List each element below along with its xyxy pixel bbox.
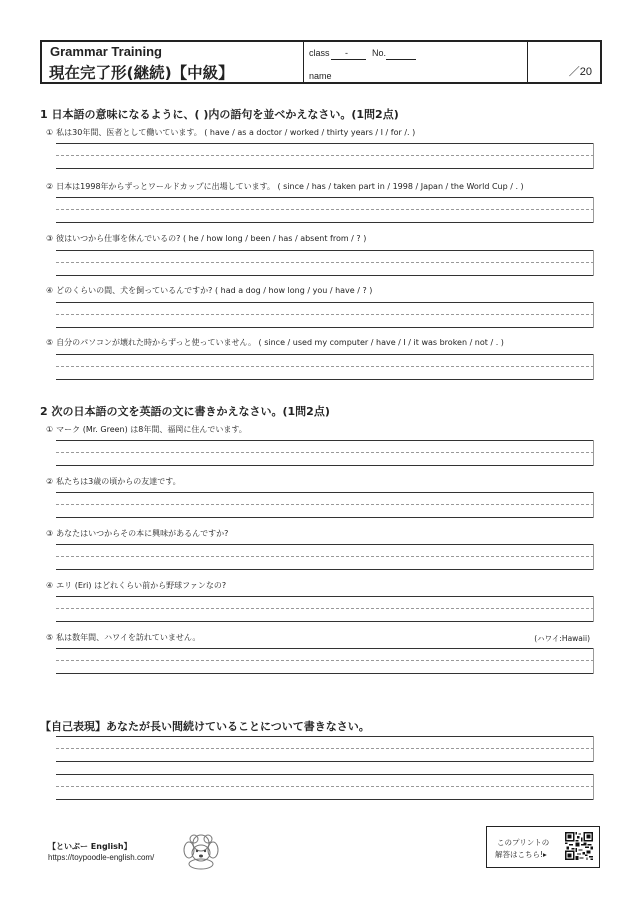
qr-code-icon[interactable] bbox=[565, 832, 593, 860]
question-text: どのくらいの間、犬を飼っているんですか? ( had a dog / how long / you / have / ? ) bbox=[56, 286, 373, 295]
question-number: ⑤ bbox=[46, 338, 54, 347]
question-text: 自分のパソコンが壊れた時からずっと使っていません。 ( since / used my computer / have / I / it was broken / not / . ) bbox=[56, 338, 504, 347]
question-text: マーク (Mr. Green) は8年間、福岡に住んでいます。 bbox=[56, 425, 247, 434]
answer-lines-1-2[interactable] bbox=[56, 197, 594, 223]
worksheet-header bbox=[40, 40, 602, 84]
section1-question-1 bbox=[46, 127, 415, 138]
question-number: ③ bbox=[46, 234, 54, 243]
answer-lines-2-2[interactable] bbox=[56, 492, 594, 518]
question-text: 私は30年間、医者として働いています。 ( have / as a doctor / worked / thirty years / I / for /. ) bbox=[56, 128, 416, 137]
answer-lines-2-5[interactable] bbox=[56, 648, 594, 674]
answer-link-line2: 解答はこちら!▸ bbox=[495, 850, 547, 859]
answer-lines-1-1[interactable] bbox=[56, 143, 594, 169]
section2-question-1 bbox=[46, 424, 247, 435]
question-number: ③ bbox=[46, 529, 54, 538]
section2-question-4 bbox=[46, 580, 226, 591]
question-text: 私たちは3歳の頃からの友達です。 bbox=[56, 477, 181, 486]
section2-question-3 bbox=[46, 528, 228, 539]
question-number: ④ bbox=[46, 581, 54, 590]
hint-hawaii: (ハワイ:Hawaii) bbox=[534, 634, 590, 643]
answer-link-line1: このプリントの bbox=[497, 838, 550, 847]
section2-question-5 bbox=[46, 632, 200, 643]
section2-question-2 bbox=[46, 476, 181, 487]
class-name-cell bbox=[304, 42, 528, 82]
section2-title: 2 次の日本語の文を英語の文に書きかえなさい。(1問2点) bbox=[40, 405, 330, 418]
section1-question-2 bbox=[46, 181, 524, 192]
question-text: エリ (Eri) はどれくらい前から野球ファンなの? bbox=[56, 581, 227, 590]
class-label: class bbox=[309, 48, 330, 58]
question-text: 日本は1998年からずっとワールドカップに出場しています。 ( since / has / taken part in / 1998 / Japan / the World Cup / . ) bbox=[56, 182, 524, 191]
answer-lines-3-2[interactable] bbox=[56, 774, 594, 800]
class-underline bbox=[331, 59, 366, 60]
question-number: ① bbox=[46, 425, 54, 434]
question-number: ② bbox=[46, 182, 54, 191]
question-number: ⑤ bbox=[46, 633, 54, 642]
brand-name: 【といぷー English】 bbox=[48, 842, 132, 851]
answer-lines-2-3[interactable] bbox=[56, 544, 594, 570]
question-text: 私は数年間、ハワイを訪れていません。 bbox=[56, 633, 201, 642]
section1-title: 1 日本語の意味になるように、( )内の語句を並べかえなさい。(1問2点) bbox=[40, 108, 399, 121]
score-total: ／20 bbox=[568, 66, 592, 78]
question-number: ④ bbox=[46, 286, 54, 295]
question-number: ② bbox=[46, 477, 54, 486]
poodle-mascot-icon bbox=[180, 830, 222, 870]
name-label: name bbox=[309, 71, 332, 81]
answer-lines-1-3[interactable] bbox=[56, 250, 594, 276]
answer-link-box[interactable] bbox=[486, 826, 600, 868]
answer-lines-1-4[interactable] bbox=[56, 302, 594, 328]
question-number: ① bbox=[46, 128, 54, 137]
number-underline bbox=[386, 59, 416, 60]
question-text: あなたはいつからその本に興味があるんですか? bbox=[56, 529, 229, 538]
section3-title: 【自己表現】あなたが長い間続けていることについて書きなさい。 bbox=[40, 720, 370, 733]
title-english: Grammar Training bbox=[50, 44, 162, 59]
title-japanese: 現在完了形(継続)【中級】 bbox=[49, 64, 234, 82]
answer-lines-1-5[interactable] bbox=[56, 354, 594, 380]
section1-question-4 bbox=[46, 285, 372, 296]
answer-lines-3-1[interactable] bbox=[56, 736, 594, 762]
section1-question-5 bbox=[46, 337, 504, 348]
answer-lines-2-4[interactable] bbox=[56, 596, 594, 622]
section1-question-3 bbox=[46, 233, 366, 244]
class-dash: - bbox=[345, 48, 348, 58]
site-url[interactable]: https://toypoodle-english.com/ bbox=[48, 853, 155, 862]
question-text: 彼はいつから仕事を休んでいるの? ( he / how long / been / has / absent from / ? ) bbox=[56, 234, 367, 243]
answer-lines-2-1[interactable] bbox=[56, 440, 594, 466]
title-cell bbox=[42, 42, 304, 82]
number-label: No. bbox=[372, 48, 387, 58]
